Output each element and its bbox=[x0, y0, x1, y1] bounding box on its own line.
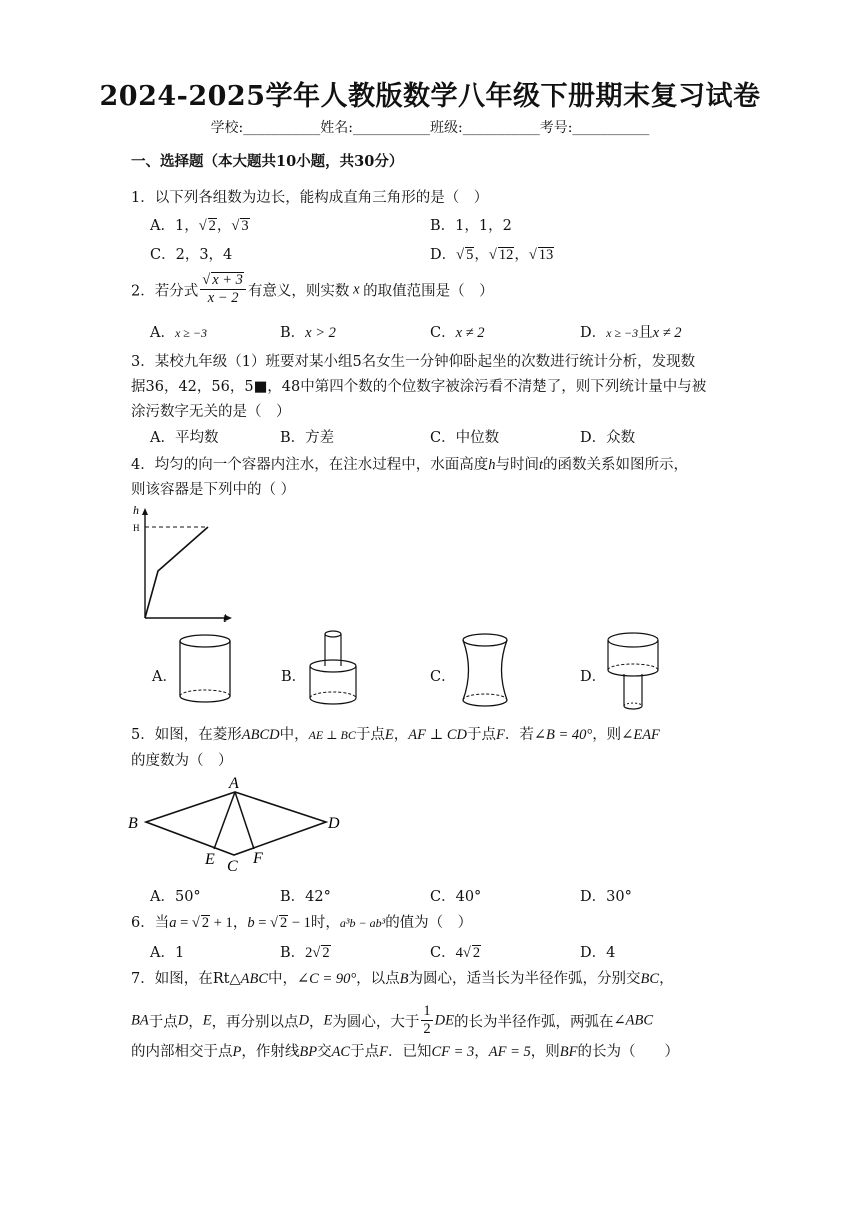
q1-stem: 1．以下列各组数为边长，能构成直角三角形的是（ ） bbox=[131, 190, 489, 206]
q1-option-b: B．1，1，2 bbox=[430, 218, 512, 234]
q5-option-d: D．30° bbox=[580, 889, 632, 905]
q5-option-c: C．40° bbox=[430, 889, 482, 905]
q4-line-1: 4．均匀的向一个容器内注水，在注水过程中，水面高度h与时间t的函数关系如图所示， bbox=[131, 457, 689, 473]
q4-line-2: 则该容器是下列中的（ ） bbox=[131, 482, 296, 498]
q6-option-c: C．4√ 2 bbox=[430, 945, 481, 961]
q3-option-b: B．方差 bbox=[280, 430, 335, 446]
container-c-waisted bbox=[452, 630, 518, 714]
point-f-label: F bbox=[253, 850, 263, 867]
segment-ae bbox=[214, 792, 235, 849]
q4-option-a: A． bbox=[152, 669, 177, 685]
segment-af bbox=[235, 792, 254, 849]
q1-option-a: A．1，√ 2，√ 3 bbox=[150, 218, 249, 234]
container-a-cylinder bbox=[172, 630, 238, 710]
q4-option-d: D． bbox=[580, 669, 607, 685]
q6-option-d: D．4 bbox=[580, 945, 616, 961]
point-d-label: D bbox=[328, 815, 340, 832]
q2-option-a: A．x ≥ −3 bbox=[150, 325, 207, 341]
q4-option-c: C． bbox=[430, 669, 456, 685]
q7-line-2: BA于点D，E，再分别以点D，E为圆心，大于 $\frac{1}{2}$ DE的长为半径作弧，两弧在∠ABC bbox=[131, 1003, 654, 1038]
q2-option-b: B．x > 2 bbox=[280, 325, 336, 341]
q2-option-c: C．x ≠ 2 bbox=[430, 325, 485, 341]
q3-option-c: C．中位数 bbox=[430, 430, 500, 446]
q6-option-a: A．1 bbox=[150, 945, 185, 961]
point-a-label: A bbox=[229, 775, 239, 792]
q6-option-b: B．2√ 2 bbox=[280, 945, 330, 961]
q3-line-1: 3．某校九年级（1）班要对某小组5名女生一分钟仰卧起坐的次数进行统计分析，发现数 bbox=[131, 354, 696, 370]
q2-stem: 2．若分式 $\frac{√ x + 3}{x - 2}$ 有意义，则实数 x 的取值范围是（ ） bbox=[131, 272, 494, 307]
point-b-label: B bbox=[128, 815, 138, 832]
q5-option-b: B．42° bbox=[280, 889, 331, 905]
graph-H-label: H bbox=[133, 523, 140, 533]
page-title: 2024-2025学年人教版数学八年级下册期末复习试卷 bbox=[99, 81, 761, 112]
student-info-line: 学校:___________姓名:___________班级:___________考号:___________ bbox=[210, 120, 650, 136]
q2-option-d: D．x ≥ −3且x ≠ 2 bbox=[580, 325, 682, 341]
q7-line-3: 的内部相交于点P，作射线BP交AC于点F．已知CF = 3，AF = 5，则BF的长为（ ） bbox=[131, 1044, 680, 1060]
q5-option-a: A．50° bbox=[150, 889, 201, 905]
q5-line-1: 5．如图，在菱形ABCD中，AE ⊥ BC于点E，AF ⊥ CD于点F．若∠B = 40°，则∠EAF bbox=[131, 727, 660, 743]
q5-line-2: 的度数为（ ） bbox=[131, 753, 233, 769]
q6-stem: 6．当a = √ 2 + 1，b = √ 2 − 1时，a³b − ab³的值为（ ） bbox=[131, 915, 473, 931]
section-heading: 一、选择题（本大题共10小题，共30分） bbox=[131, 153, 404, 170]
q1-option-d: D．√ 5，√ 12，√ 13 bbox=[430, 247, 554, 263]
water-height-graph bbox=[120, 500, 250, 630]
q3-line-2: 据36，42，56，5■，48中第四个数的个位数字被涂污看不清楚了，则下列统计量中与被 bbox=[131, 379, 707, 395]
container-d-inverted-stepped bbox=[600, 628, 670, 714]
graph-h-label: h bbox=[133, 503, 139, 517]
point-c-label: C bbox=[227, 858, 238, 875]
rhombus-figure bbox=[125, 772, 350, 877]
q3-line-3: 涂污数字无关的是（ ） bbox=[131, 404, 291, 420]
graph-t-label: t bbox=[223, 611, 227, 626]
rhombus-abcd bbox=[146, 792, 326, 855]
q4-option-b: B． bbox=[281, 669, 307, 685]
graph-curve bbox=[145, 527, 208, 618]
q1-option-c: C．2，3，4 bbox=[150, 247, 233, 263]
q7-line-1: 7．如图，在Rt△ABC中，∠C = 90°，以点B为圆心，适当长为半径作弧，分别交BC， bbox=[131, 971, 674, 987]
container-b-stepped bbox=[300, 630, 366, 710]
q3-option-d: D．众数 bbox=[580, 430, 636, 446]
q3-option-a: A．平均数 bbox=[150, 430, 219, 446]
point-e-label: E bbox=[205, 851, 215, 868]
